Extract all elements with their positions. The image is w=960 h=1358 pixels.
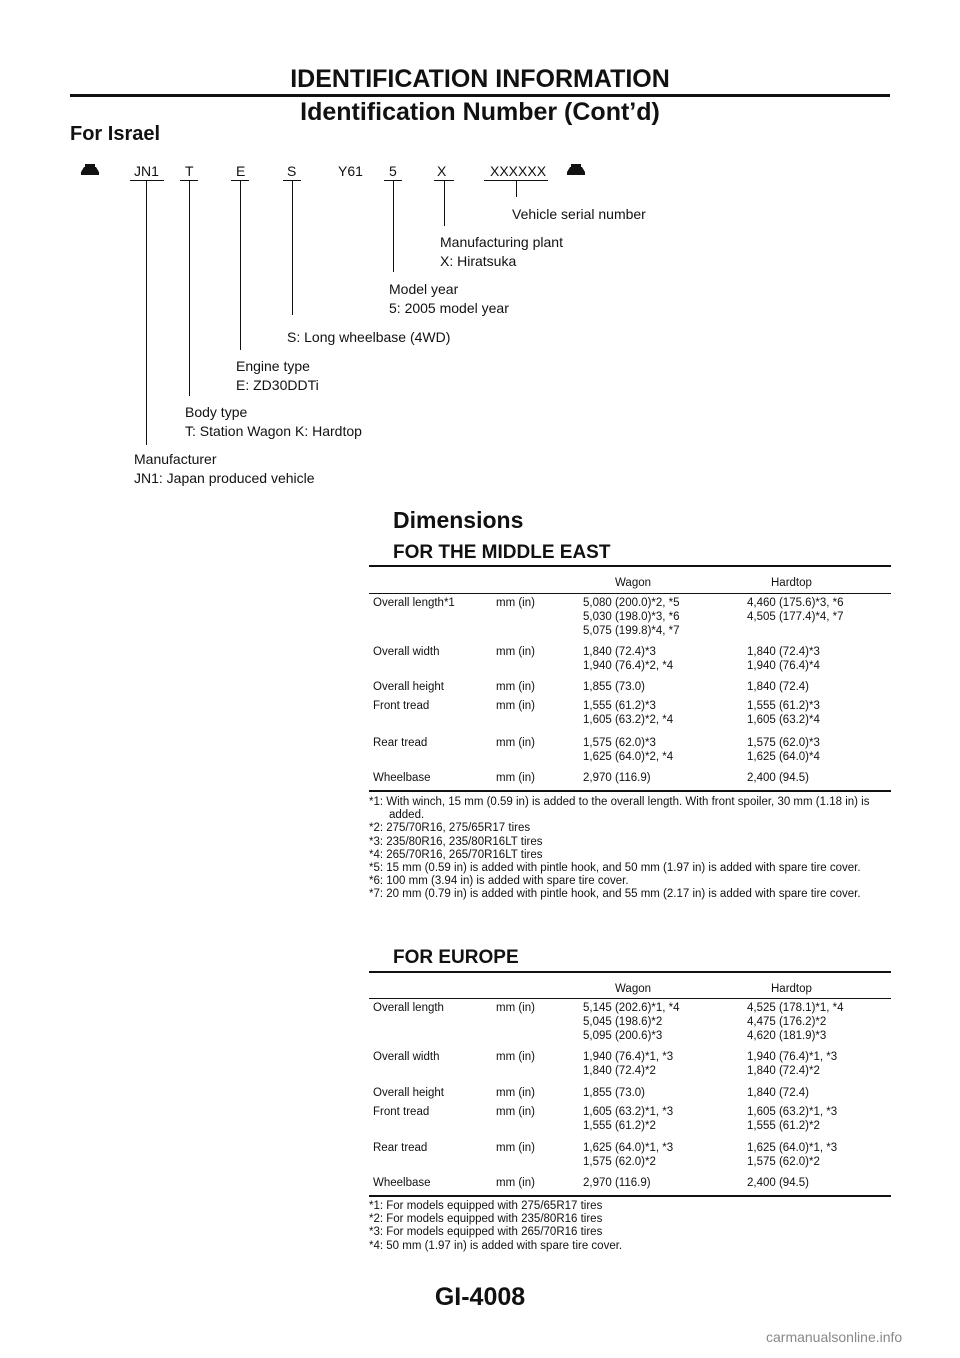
cell-hardtop: 4,475 (176.2)*2 <box>747 1016 827 1028</box>
table-rule <box>369 1195 891 1197</box>
cell-wagon: 5,080 (200.0)*2, *5 <box>583 597 680 609</box>
vin-code-plant: X <box>437 163 447 179</box>
row-unit: mm (in) <box>496 1051 535 1063</box>
row-unit: mm (in) <box>496 1087 535 1099</box>
cell-wagon: 1,555 (61.2)*2 <box>583 1120 656 1132</box>
table-rule <box>369 593 891 594</box>
column-header-hardtop: Hardtop <box>771 983 812 995</box>
row-label: Overall height <box>373 681 444 693</box>
row-unit: mm (in) <box>496 700 535 712</box>
cell-hardtop: 1,575 (62.0)*2 <box>747 1156 820 1168</box>
dimensions-title: Dimensions <box>393 507 524 533</box>
cell-wagon: 1,555 (61.2)*3 <box>583 700 656 712</box>
cell-wagon: 1,855 (73.0) <box>583 1087 646 1099</box>
cell-wagon: 1,625 (64.0)*2, *4 <box>583 751 674 763</box>
cell-hardtop: 1,625 (64.0)*4 <box>747 751 820 763</box>
row-unit: mm (in) <box>496 1142 535 1154</box>
label-plant-value: X: Hiratsuka <box>440 253 517 269</box>
cell-wagon: 1,840 (72.4)*3 <box>583 646 656 658</box>
cell-hardtop: 4,460 (175.6)*3, *6 <box>747 597 844 609</box>
table-rule <box>369 565 891 567</box>
row-unit: mm (in) <box>496 1106 535 1118</box>
row-label: Overall length <box>373 1002 444 1014</box>
footnote: *5: 15 mm (0.59 in) is added with pintle hook, and 50 mm (1.97 in) is added with spare tire cover. <box>369 862 861 875</box>
cell-wagon: 5,145 (202.6)*1, *4 <box>583 1002 680 1014</box>
label-body: Body type <box>185 404 248 420</box>
row-unit: mm (in) <box>496 646 535 658</box>
watermark: carmanualsonline.info <box>766 1329 903 1345</box>
label-wheelbase: S: Long wheelbase (4WD) <box>287 329 451 345</box>
vin-leader-line <box>146 180 147 445</box>
label-manufacturer-value: JN1: Japan produced vehicle <box>134 470 315 486</box>
cell-wagon: 2,970 (116.9) <box>583 1177 651 1189</box>
table-rule <box>369 790 891 792</box>
footnote: *1: For models equipped with 275/65R17 tires <box>369 1200 603 1212</box>
row-label: Wheelbase <box>373 772 431 784</box>
vin-leader-line <box>393 180 394 272</box>
cell-wagon: 1,840 (72.4)*2 <box>583 1065 656 1077</box>
cell-wagon: 1,625 (64.0)*1, *3 <box>583 1142 674 1154</box>
vin-code-year: 5 <box>389 163 397 179</box>
footnote: *3: 235/80R16, 235/80R16LT tires <box>369 835 543 848</box>
row-label: Overall length*1 <box>373 597 455 609</box>
row-label: Front tread <box>373 700 430 712</box>
footnote: *4: 50 mm (1.97 in) is added with spare tire cover. <box>369 1239 623 1252</box>
column-header-wagon: Wagon <box>615 983 652 995</box>
vin-leader-line <box>292 180 293 315</box>
label-serial: Vehicle serial number <box>512 206 646 222</box>
label-plant: Manufacturing plant <box>440 234 563 250</box>
vin-leader-line <box>444 180 445 226</box>
label-manufacturer: Manufacturer <box>134 451 217 467</box>
israel-title: For Israel <box>70 123 161 145</box>
cell-wagon: 1,940 (76.4)*1, *3 <box>583 1051 674 1063</box>
cell-hardtop: 1,555 (61.2)*2 <box>747 1120 820 1132</box>
europe-notes <box>369 1200 889 1253</box>
cell-hardtop: 4,505 (177.4)*4, *7 <box>747 611 844 623</box>
vin-code-wheelbase: S <box>287 163 297 179</box>
label-engine: Engine type <box>236 358 310 374</box>
cell-hardtop: 4,620 (181.9)*3 <box>747 1030 827 1042</box>
cell-hardtop: 1,840 (72.4)*2 <box>747 1065 820 1077</box>
cell-hardtop: 1,940 (76.4)*4 <box>747 660 820 672</box>
footnote: *2: 275/70R16, 275/65R17 tires <box>369 822 531 835</box>
vin-code-model: Y61 <box>338 163 363 179</box>
cell-hardtop: 1,625 (64.0)*1, *3 <box>747 1142 838 1154</box>
label-engine-value: E: ZD30DDTi <box>236 377 319 393</box>
row-label: Front tread <box>373 1106 430 1118</box>
middle-east-notes <box>369 796 889 902</box>
row-unit: mm (in) <box>496 737 535 749</box>
cell-hardtop: 1,555 (61.2)*3 <box>747 700 820 712</box>
cell-wagon: 1,575 (62.0)*2 <box>583 1156 656 1168</box>
vin-leader-line <box>240 180 241 350</box>
cell-wagon: 1,605 (63.2)*1, *3 <box>583 1106 674 1118</box>
column-header-hardtop: Hardtop <box>771 577 812 589</box>
footnote: *7: 20 mm (0.79 in) is added with pintle hook, and 55 mm (2.17 in) is added with spare tire cover. <box>369 888 861 901</box>
vin-underline <box>130 180 164 181</box>
cell-wagon: 5,030 (198.0)*3, *6 <box>583 611 680 623</box>
vin-code-serial: XXXXXX <box>490 163 547 179</box>
vin-leader-line <box>189 180 190 396</box>
cell-wagon: 5,095 (200.6)*3 <box>583 1030 663 1042</box>
row-label: Rear tread <box>373 737 428 749</box>
cell-hardtop: 2,400 (94.5) <box>747 772 810 784</box>
vin-code-manufacturer: JN1 <box>134 163 159 179</box>
middle-east-title: FOR THE MIDDLE EAST <box>393 542 611 563</box>
cell-hardtop: 1,575 (62.0)*3 <box>747 737 820 749</box>
row-label: Overall width <box>373 646 440 658</box>
car-front-icon <box>80 163 100 177</box>
cell-wagon: 1,605 (63.2)*2, *4 <box>583 714 674 726</box>
footnote: *4: 265/70R16, 265/70R16LT tires <box>369 848 543 861</box>
cell-wagon: 1,940 (76.4)*2, *4 <box>583 660 674 672</box>
column-header-wagon: Wagon <box>615 577 652 589</box>
label-year: Model year <box>389 281 459 297</box>
cell-wagon: 1,575 (62.0)*3 <box>583 737 656 749</box>
section-header-subtitle: Identification Number (Cont’d) <box>300 98 660 126</box>
europe-table <box>369 971 891 1199</box>
cell-wagon: 5,075 (199.8)*4, *7 <box>583 625 680 637</box>
cell-wagon: 1,855 (73.0) <box>583 681 646 693</box>
cell-wagon: 2,970 (116.9) <box>583 772 651 784</box>
cell-hardtop: 2,400 (94.5) <box>747 1177 810 1189</box>
label-body-value: T: Station Wagon K: Hardtop <box>185 423 362 439</box>
table-rule <box>369 971 891 973</box>
cell-hardtop: 1,605 (63.2)*1, *3 <box>747 1106 838 1118</box>
cell-hardtop: 1,940 (76.4)*1, *3 <box>747 1051 838 1063</box>
row-label: Wheelbase <box>373 1177 431 1189</box>
page-number: GI-4008 <box>434 1283 526 1311</box>
row-label: Overall height <box>373 1087 444 1099</box>
footnote: *6: 100 mm (3.94 in) is added with spare tire cover. <box>369 875 629 888</box>
cell-hardtop: 4,525 (178.1)*1, *4 <box>747 1002 844 1014</box>
section-header-title: IDENTIFICATION INFORMATION <box>290 65 670 93</box>
row-unit: mm (in) <box>496 772 535 784</box>
row-unit: mm (in) <box>496 597 535 609</box>
row-label: Rear tread <box>373 1142 428 1154</box>
cell-hardtop: 1,840 (72.4)*3 <box>747 646 820 658</box>
table-rule <box>369 998 891 999</box>
row-label: Overall width <box>373 1051 440 1063</box>
europe-title: FOR EUROPE <box>393 947 519 968</box>
footnote: *1: With winch, 15 mm (0.59 in) is added to the overall length. With front spoiler, 30 mm (1.18 in) is added. <box>369 796 870 822</box>
vin-code-engine: E <box>236 163 246 179</box>
footnote: *3: For models equipped with 265/70R16 tires <box>369 1226 603 1239</box>
cell-hardtop: 1,840 (72.4) <box>747 1087 810 1099</box>
row-unit: mm (in) <box>496 1002 535 1014</box>
vin-code-body: T <box>185 163 194 179</box>
row-unit: mm (in) <box>496 1177 535 1189</box>
cell-wagon: 5,045 (198.6)*2 <box>583 1016 663 1028</box>
vin-leader-line <box>516 180 517 197</box>
row-unit: mm (in) <box>496 681 535 693</box>
label-year-value: 5: 2005 model year <box>389 300 509 316</box>
footnote: *2: For models equipped with 235/80R16 tires <box>369 1213 603 1226</box>
car-rear-icon <box>566 163 586 177</box>
middle-east-table <box>369 565 891 793</box>
cell-hardtop: 1,605 (63.2)*4 <box>747 714 820 726</box>
cell-hardtop: 1,840 (72.4) <box>747 681 810 693</box>
